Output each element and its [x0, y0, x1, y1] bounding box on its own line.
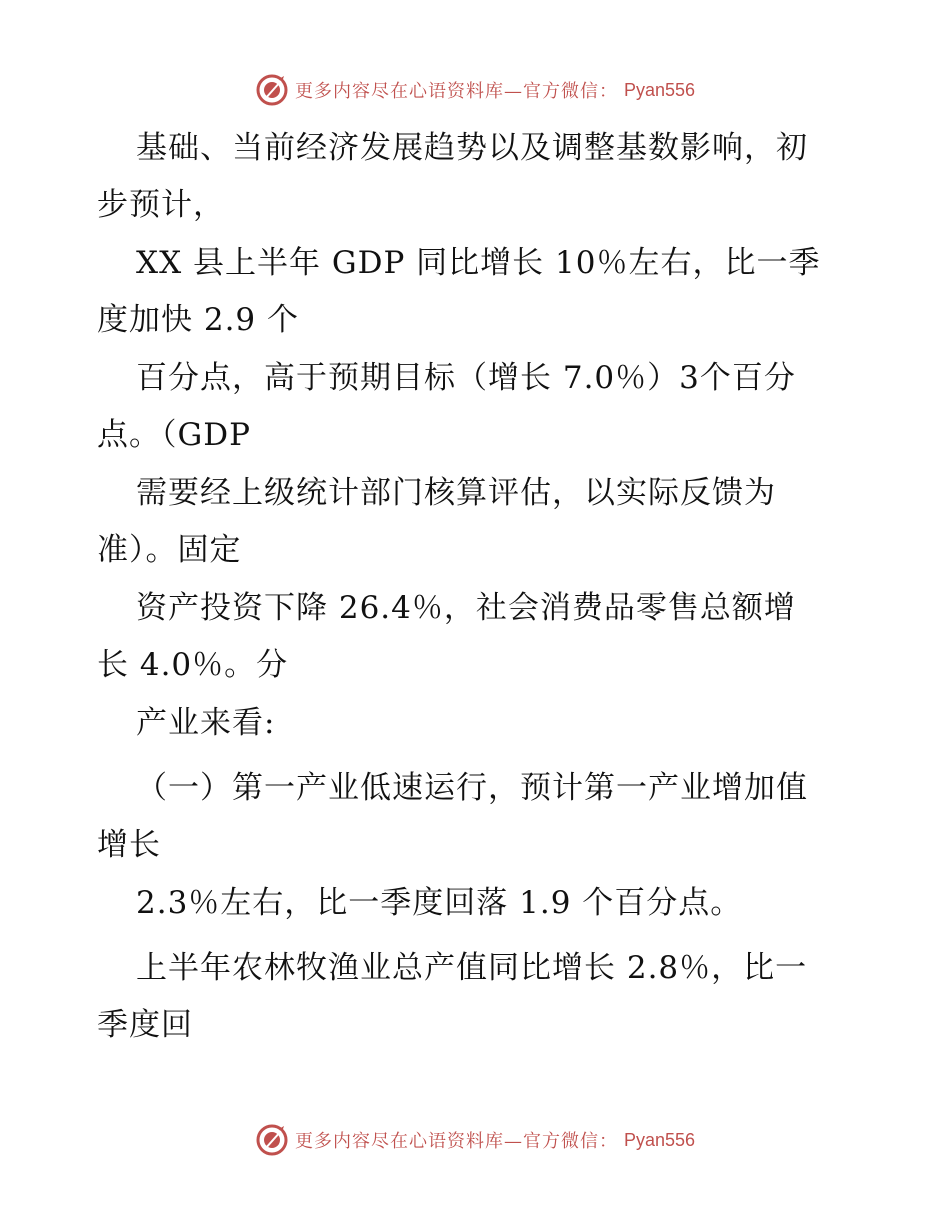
banner-wechat-id: Pyan556 — [623, 79, 696, 100]
pen-seal-icon — [255, 1123, 289, 1157]
text-line: 产业来看: — [136, 705, 276, 741]
text-line: 百分点，高于预期目标（增长 7.0％）3个百分 — [136, 360, 796, 396]
banner-text: 更多内容尽在心语资料库—官方微信： — [294, 1131, 618, 1152]
text-line: 基础、当前经济发展趋势以及调整基数影响，初 — [136, 130, 808, 166]
text-line: 2.3％左右，比一季度回落 1.9 个百分点。 — [136, 885, 743, 921]
banner-wechat-id: Pyan556 — [623, 1129, 696, 1150]
text-line: 度加快 2.9 个 — [97, 302, 300, 338]
text-line: 资产投资下降 26.4％，社会消费品零售总额增 — [136, 590, 796, 626]
banner-text: 更多内容尽在心语资料库—官方微信： — [294, 81, 618, 102]
footer-banner — [0, 1120, 950, 1160]
text-line: 长 4.0％。分 — [97, 647, 289, 683]
text-line: 增长 — [97, 827, 161, 863]
text-line: 需要经上级统计部门核算评估，以实际反馈为 — [136, 475, 776, 511]
text-line: 准）。固定 — [97, 532, 242, 568]
text-line: 点。（GDP — [97, 417, 251, 453]
text-line: （一）第一产业低速运行，预计第一产业增加值 — [136, 770, 808, 806]
text-line: 步预计， — [97, 187, 225, 223]
text-line: 季度回 — [97, 1007, 193, 1043]
text-line: XX 县上半年 GDP 同比增长 10％左右，比一季 — [136, 245, 821, 281]
text-line: 上半年农林牧渔业总产值同比增长 2.8％，比一 — [136, 950, 808, 986]
